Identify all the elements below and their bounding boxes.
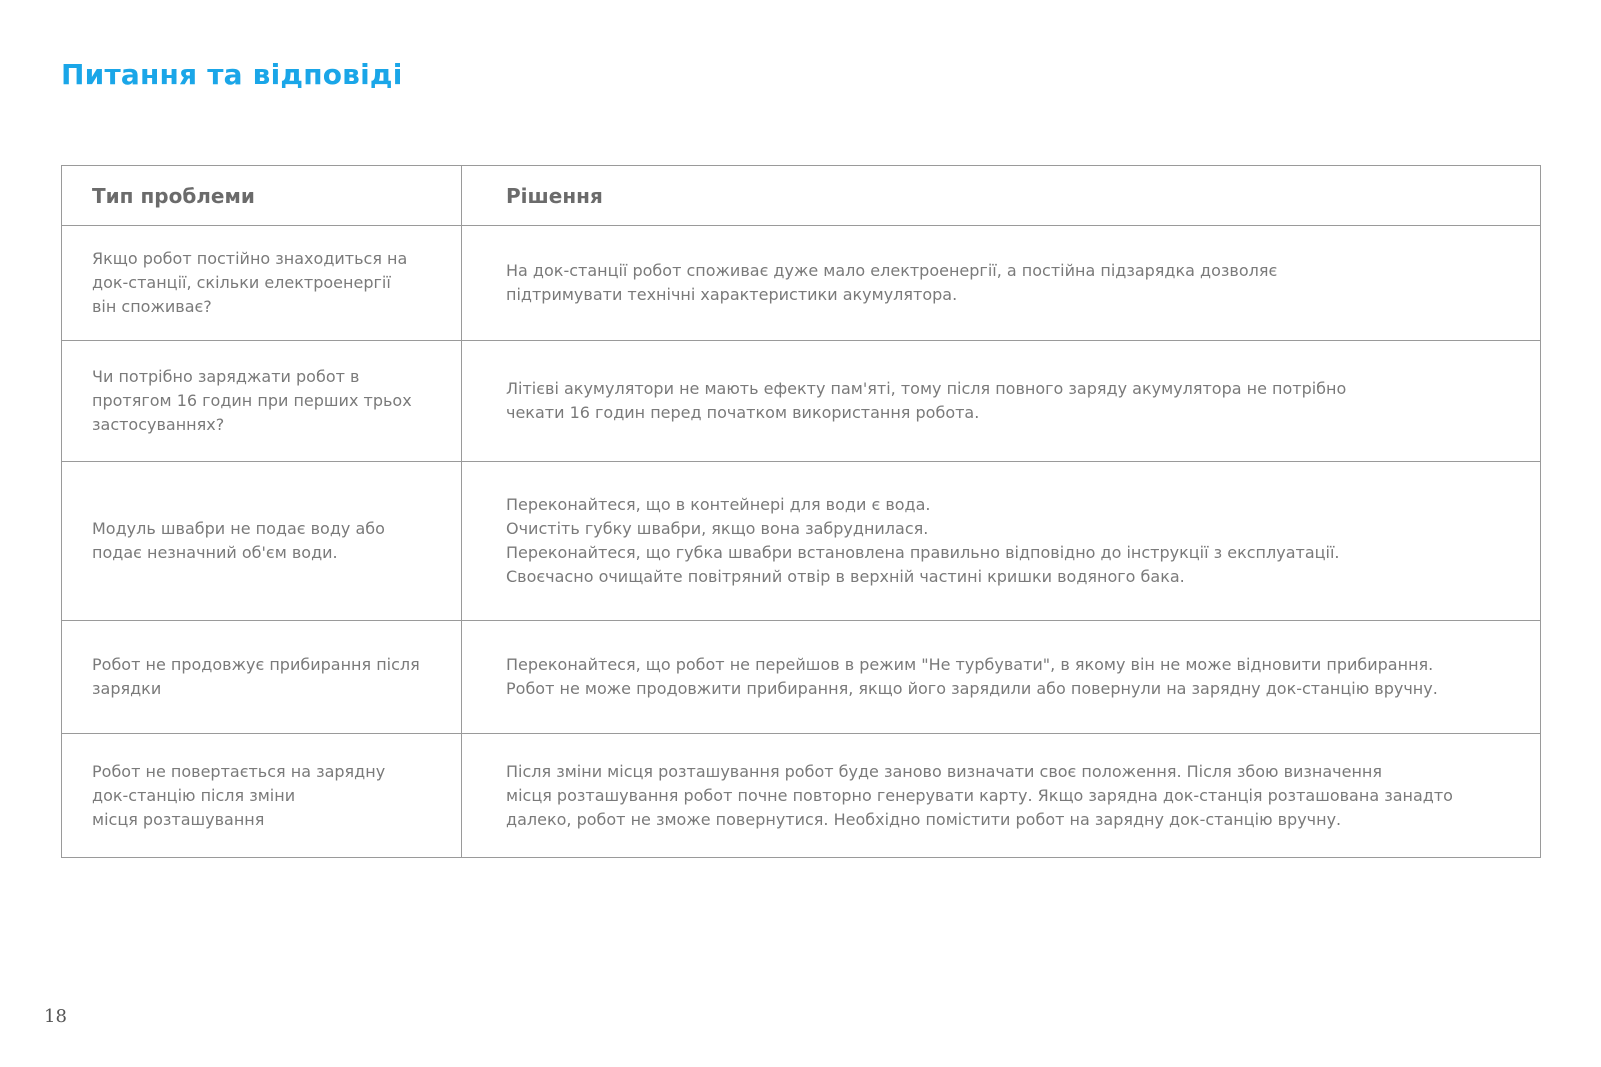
faq-table (61, 165, 1541, 858)
table-row (62, 620, 1540, 733)
problem-line: Чи потрібно заряджати робот в (92, 367, 360, 386)
problem-line: він споживає? (92, 297, 212, 316)
problem-line: застосуваннях? (92, 415, 225, 434)
table-row (62, 461, 1540, 620)
solution-line: підтримувати технічні характеристики акумулятора. (506, 285, 958, 304)
table-header-row (62, 166, 1540, 225)
problem-line: Якщо робот постійно знаходиться на (92, 249, 408, 268)
problem-line: Модуль швабри не подає воду або (92, 519, 385, 538)
solution-cell (462, 341, 1540, 461)
solution-line: Переконайтеся, що губка швабри встановлена правильно відповідно до інструкції з експлуатації. (506, 543, 1340, 562)
problem-line: док-станції, скільки електроенергії (92, 273, 391, 292)
problem-line: док-станцію після зміни (92, 785, 296, 805)
page-number: 18 (44, 1006, 67, 1027)
solution-cell (462, 734, 1540, 857)
page-title: Питання та відповіді (61, 58, 403, 91)
solution-cell (462, 621, 1540, 733)
solution-line: Літієві акумулятори не мають ефекту пам'яті, тому після повного заряду акумулятора не потрібно (506, 379, 1347, 398)
solution-line: Переконайтеся, що в контейнері для води є вода. (506, 495, 931, 514)
solution-line: місця розташування робот почне повторно генерувати карту. Якщо зарядна док-станція розташована занадто (506, 785, 1453, 805)
table-row (62, 225, 1540, 340)
problem-cell (62, 621, 462, 733)
header-problem-type: Тип проблеми (62, 166, 462, 225)
problem-line: подає незначний об'єм води. (92, 543, 338, 562)
problem-line: зарядки (92, 679, 162, 698)
problem-cell (62, 341, 462, 461)
solution-line: Переконайтеся, що робот не перейшов в режим "Не турбувати", в якому він не може відновити прибирання. (506, 655, 1434, 674)
solution-line: Робот не може продовжити прибирання, якщо його зарядили або повернули на зарядну док-станцію вручну. (506, 679, 1438, 698)
solution-cell (462, 226, 1540, 340)
solution-line: далеко, робот не зможе повернутися. Необхідно помістити робот на зарядну док-станцію вручну. (506, 809, 1342, 829)
problem-line: протягом 16 годин при перших трьох (92, 391, 412, 410)
table-row (62, 733, 1540, 857)
solution-cell (462, 462, 1540, 620)
solution-line: Своєчасно очищайте повітряний отвір в верхній частині кришки водяного бака. (506, 567, 1185, 586)
table-row (62, 340, 1540, 461)
problem-line: Робот не повертається на зарядну (92, 761, 386, 781)
problem-cell (62, 734, 462, 857)
problem-line: місця розташування (92, 809, 265, 829)
problem-line: Робот не продовжує прибирання після (92, 655, 420, 674)
solution-line: На док-станції робот споживає дуже мало електроенергії, а постійна підзарядка дозволяє (506, 261, 1278, 280)
problem-cell (62, 462, 462, 620)
solution-line: Очистіть губку швабри, якщо вона забруднилася. (506, 519, 929, 538)
solution-line: чекати 16 годин перед початком використання робота. (506, 403, 980, 422)
solution-line: Після зміни місця розташування робот буде заново визначати своє положення. Після збою визначення (506, 761, 1383, 781)
problem-cell (62, 226, 462, 340)
header-solution: Рішення (506, 183, 603, 208)
